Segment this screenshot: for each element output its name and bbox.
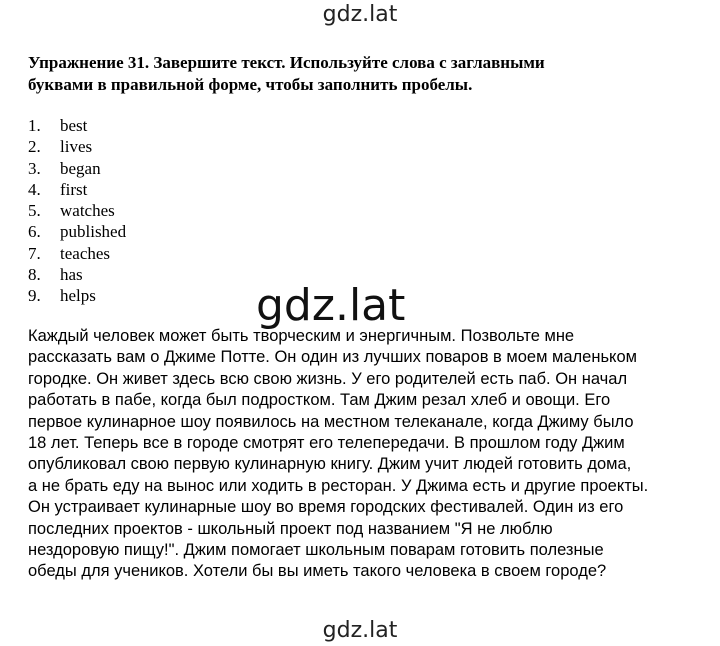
item-number: 3. [28,158,41,178]
item-number: 8. [28,265,41,285]
exercise-heading [28,52,708,96]
text-line: первое кулинарное шоу появилось на местном телеканале, когда Джиму было [28,412,634,431]
list-item [28,200,126,221]
text-line: обеды для учеников. Хотели бы вы иметь такого человека в своем городе? [28,562,607,581]
text-line: нездоровую пищу!". Джим помогает школьным поварам готовить полезные [28,541,604,560]
watermark-middle: gdz.lat [256,280,406,331]
list-item [28,221,126,242]
text-line: рассказать вам о Джиме Потте. Он один из лучших поваров в моем маленьком [28,348,637,367]
watermark-bottom: gdz.lat [322,618,398,643]
text-line: опубликовал свою первую кулинарную книгу. Джим учит людей готовить дома, [28,455,632,474]
item-number: 5. [28,201,41,221]
item-word: lives [60,137,93,157]
heading-line-1: Упражнение 31. Завершите текст. Используйте слова с заглавными [28,53,545,72]
text-line: 18 лет. Теперь все в городе смотрят его телепередачи. В прошлом году Джим [28,434,625,453]
list-item [28,158,126,179]
list-item [28,179,126,200]
watermark-top: gdz.lat [322,2,398,27]
text-line: работать в пабе, когда был подростком. Там Джим резал хлеб и овощи. Его [28,391,611,410]
item-number: 7. [28,243,41,263]
item-word: watches [60,201,115,221]
list-item [28,115,126,136]
text-line: городке. Он живет здесь всю свою жизнь. У его родителей есть паб. Он начал [28,369,628,388]
item-word: helps [60,286,96,306]
answers-list [28,115,126,307]
story-text [28,326,708,583]
item-word: teaches [60,243,111,263]
list-item [28,285,126,306]
text-line: а не брать еду на вынос или ходить в ресторан. У Джима есть и другие проекты. [28,476,649,495]
item-number: 4. [28,179,41,199]
text-line: Каждый человек может быть творческим и энергичным. Позвольте мне [28,327,575,345]
text-line: последних проектов - школьный проект под названием "Я не люблю [28,519,553,538]
item-word: first [60,179,88,199]
list-item [28,264,126,285]
list-item [28,243,126,264]
item-number: 6. [28,222,41,242]
item-word: published [60,222,127,242]
item-number: 1. [28,116,41,135]
item-word: best [60,116,88,135]
item-word: has [60,265,83,285]
heading-line-2: буквами в правильной форме, чтобы заполнить пробелы. [28,75,473,94]
item-number: 2. [28,137,41,157]
text-line: Он устраивает кулинарные шоу во время городских фестивалей. Один из его [28,498,624,517]
list-item [28,136,126,157]
item-word: began [60,158,101,178]
item-number: 9. [28,286,41,306]
